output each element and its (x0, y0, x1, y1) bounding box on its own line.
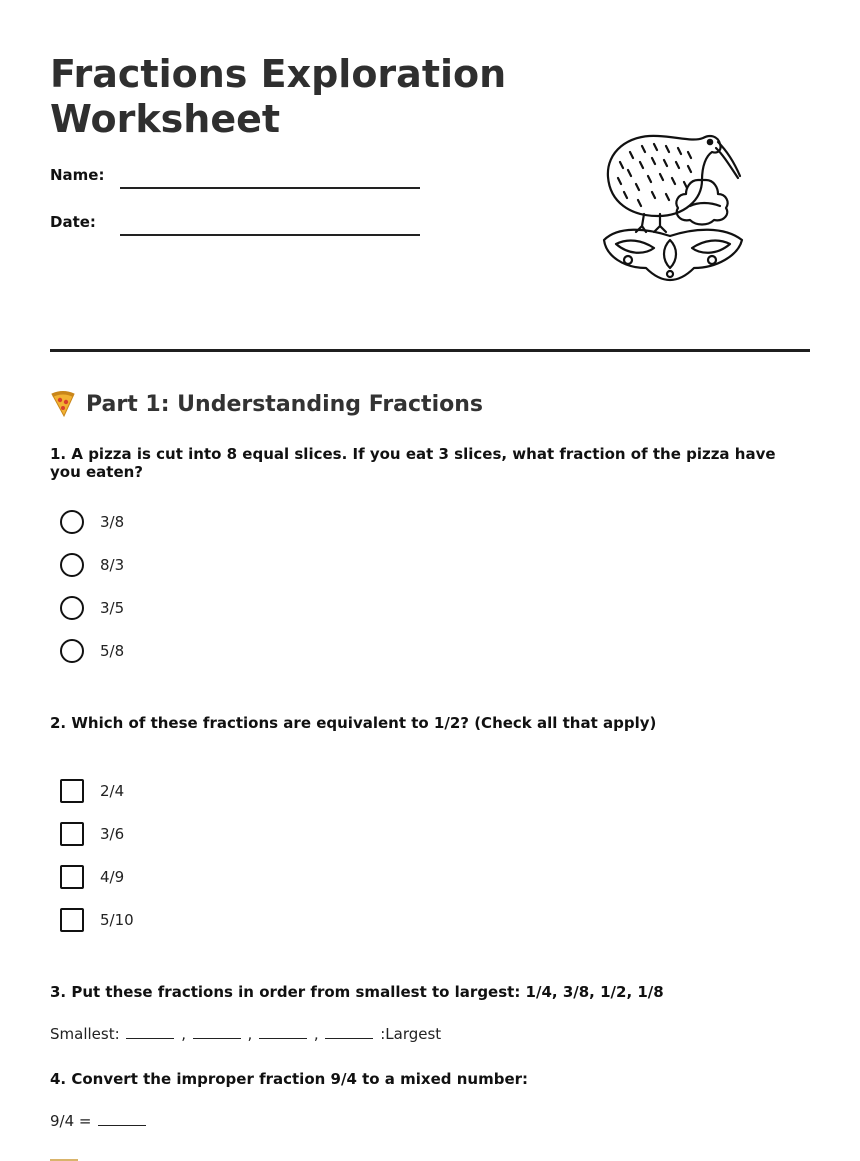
part1-title: Part 1: Understanding Fractions (86, 391, 483, 417)
q3-answer-row (50, 1024, 441, 1043)
q1-option-1[interactable] (60, 510, 124, 534)
header-divider (50, 349, 810, 352)
q1-option-label: 3/5 (100, 599, 125, 617)
part1-heading (50, 388, 483, 420)
q1-option-label: 5/8 (100, 642, 125, 660)
q2-option-label: 3/6 (100, 825, 125, 843)
q2-checkbox-1[interactable] (60, 779, 84, 803)
q2-option-label: 2/4 (100, 782, 125, 800)
date-field (50, 213, 420, 243)
name-label: Name: (50, 166, 105, 184)
q2-option-4[interactable] (60, 908, 134, 932)
q3-separator-3: , (313, 1025, 319, 1043)
date-label: Date: (50, 213, 96, 231)
q1-option-label: 3/8 (100, 513, 125, 531)
q1-radio-4[interactable] (60, 639, 84, 663)
q3-prefix: Smallest: (50, 1025, 120, 1043)
q3-blank-4[interactable] (325, 1024, 373, 1039)
question-3-text: 3. Put these fractions in order from smallest to largest: 1/4, 3/8, 1/2, 1/8 (50, 983, 664, 1001)
q3-blank-3[interactable] (259, 1024, 307, 1039)
q2-option-3[interactable] (60, 865, 124, 889)
q2-checkbox-3[interactable] (60, 865, 84, 889)
q4-blank[interactable] (98, 1111, 146, 1126)
q2-option-label: 5/10 (100, 911, 134, 929)
worksheet-page (50, 0, 810, 1161)
question-4-text: 4. Convert the improper fraction 9/4 to a mixed number: (50, 1070, 529, 1088)
q2-option-2[interactable] (60, 822, 124, 846)
kiwi-bird-logo (598, 122, 748, 284)
q1-option-3[interactable] (60, 596, 124, 620)
q3-blank-2[interactable] (193, 1024, 241, 1039)
q2-option-label: 4/9 (100, 868, 125, 886)
q1-radio-2[interactable] (60, 553, 84, 577)
pizza-icon (50, 390, 76, 418)
q1-option-2[interactable] (60, 553, 124, 577)
q2-option-1[interactable] (60, 779, 124, 803)
q1-option-label: 8/3 (100, 556, 125, 574)
q2-checkbox-2[interactable] (60, 822, 84, 846)
q4-prefix: 9/4 = (50, 1112, 92, 1130)
q3-suffix: :Largest (380, 1025, 442, 1043)
q3-separator-1: , (181, 1025, 186, 1043)
q1-option-4[interactable] (60, 639, 124, 663)
question-1-text: 1. A pizza is cut into 8 equal slices. If you eat 3 slices, what fraction of the pizza have you eaten? (50, 445, 776, 481)
q3-blank-1[interactable] (126, 1024, 174, 1039)
q2-checkbox-4[interactable] (60, 908, 84, 932)
q3-separator-2: , (247, 1025, 253, 1043)
q4-answer-row (50, 1111, 148, 1130)
name-field (50, 166, 420, 196)
date-input-line[interactable] (120, 234, 420, 236)
q1-radio-3[interactable] (60, 596, 84, 620)
name-input-line[interactable] (120, 187, 420, 189)
question-2-text: 2. Which of these fractions are equivalent to 1/2? (Check all that apply) (50, 714, 657, 732)
q1-radio-1[interactable] (60, 510, 84, 534)
worksheet-title: Fractions Exploration Worksheet (50, 52, 507, 141)
